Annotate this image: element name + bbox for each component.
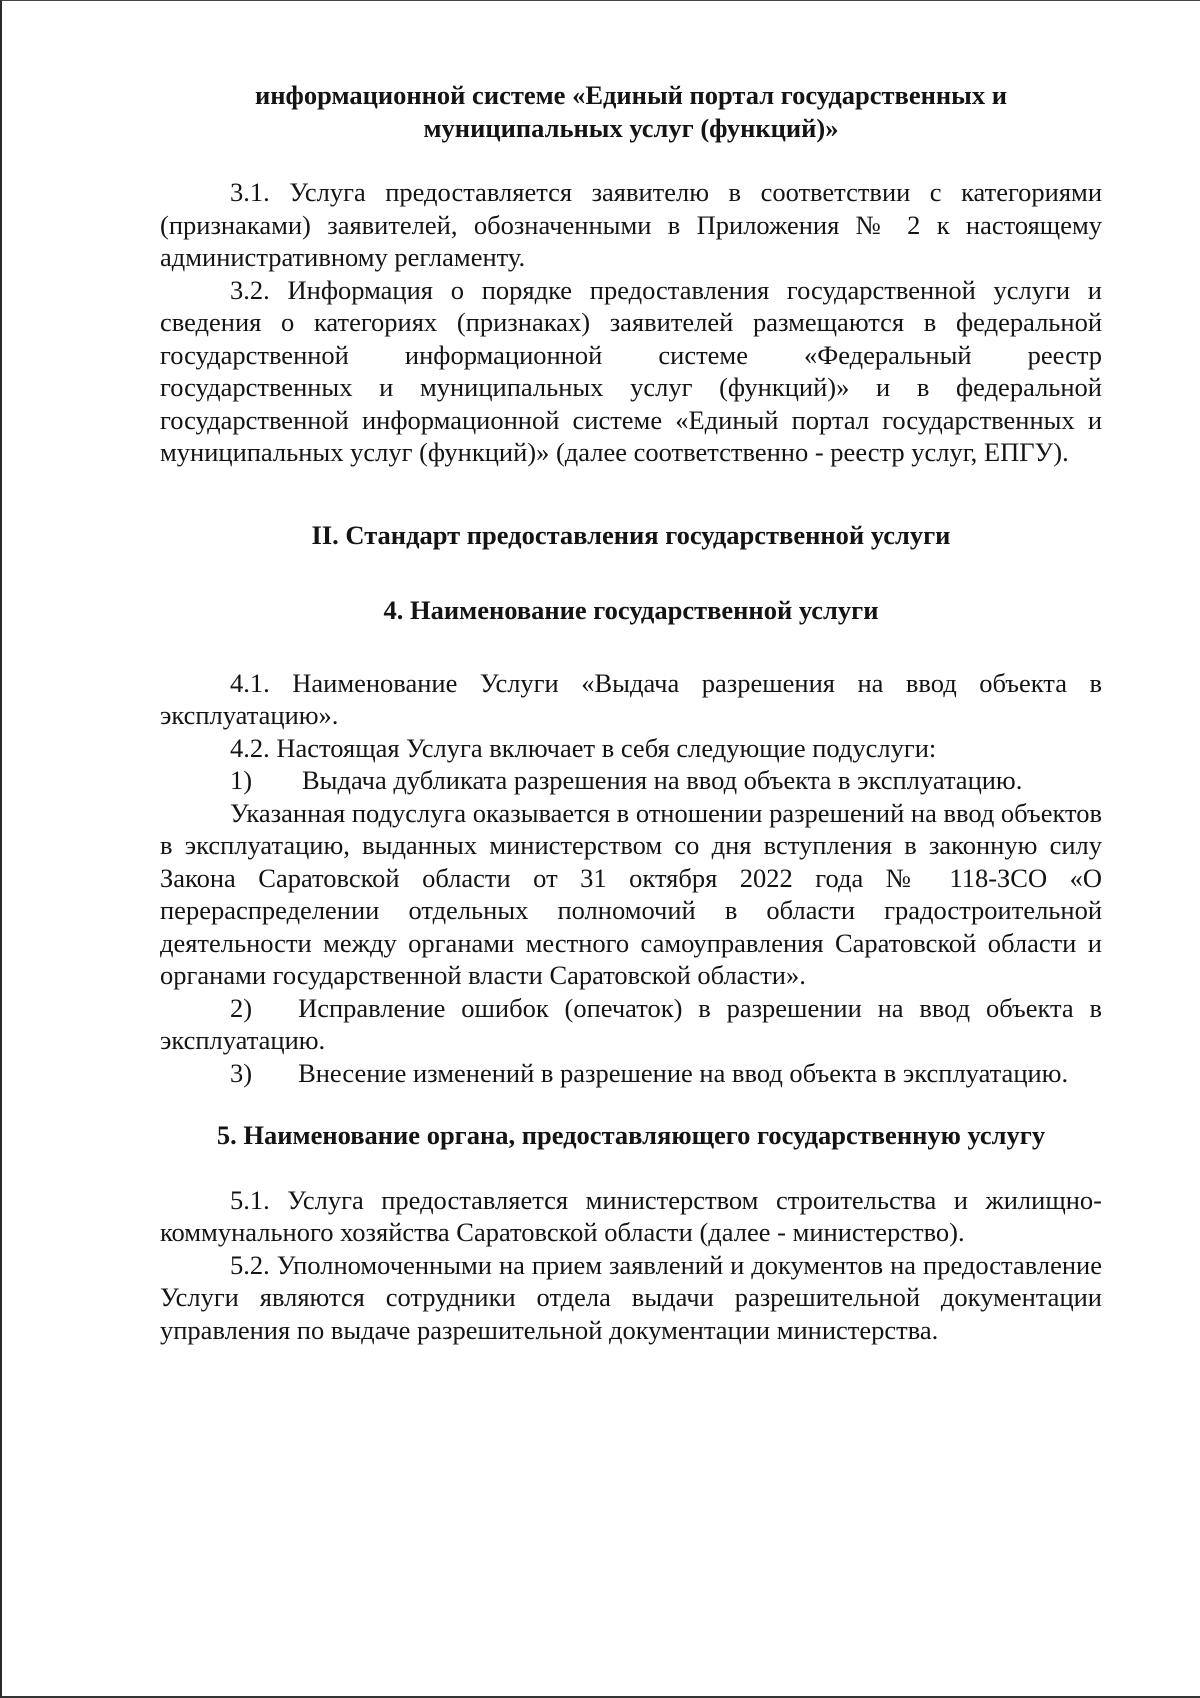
document-body [160, 79, 1102, 1346]
section-5-heading: 5. Наименование органа, предоставляющего государственную услугу [216, 1120, 1046, 1150]
paragraph-4-1: 4.1. Наименование Услуги «Выдача разрешения на ввод объекта в эксплуатацию». [160, 667, 1102, 730]
paragraph-5-2: 5.2. Уполномоченными на прием заявлений и документов на предоставление Услуги являются сотрудники отдела выдачи разрешительной документации управления по выдаче разрешительной документации министерства. [160, 1249, 1102, 1345]
list-item-text: Исправление ошибок (опечаток) в разрешении на ввод объекта в эксплуатацию. [160, 992, 1102, 1055]
paragraph-3-1: 3.1. Услуга предоставляется заявителю в соответствии с категориями (признаками) заявителей, обозначенными в Приложения № 2 к настоящему административному регламенту. [160, 177, 1102, 272]
list-item-text: Выдача дубликата разрешения на ввод объекта в эксплуатацию. [302, 765, 1023, 795]
list-item-number: 2) [230, 992, 253, 1023]
paragraph-3-2: 3.2. Информация о порядке предоставления государственной услуги и сведения о категориях (признаках) заявителей размещаются в федеральной государственной информационной системе «Федеральный реестр государственных и муниципальных услуг (функций)» и в федеральной государственной информационной системе «Единый портал государственных и муниципальных услуг (функций)» (далее соответственно - реестр услуг, ЕПГУ). [160, 274, 1102, 467]
paragraph-subservice-note: Указанная подуслуга оказывается в отношении разрешений на ввод объектов в эксплуатацию, выданных министерством со дня вступления в законную силу Закона Саратовской области от 31 октября 2022 года № 118-ЗСО «О перераспределении отдельных полномочий в области градостроительной деятельности между органами местного самоуправления Саратовской области и органами государственной власти Саратовской области». [160, 797, 1102, 990]
spacer [160, 1089, 1102, 1119]
list-item-number: 3) [230, 1057, 253, 1088]
spacer [160, 551, 1102, 594]
list-item-2 [160, 992, 1102, 1057]
header-title-line-1: информационной системе «Единый портал государственных и [255, 80, 1007, 110]
paragraph-4-2: 4.2. Настоящая Услуга включает в себя следующие подуслуги: [230, 732, 937, 763]
spacer [160, 627, 1102, 667]
part-2-heading: II. Стандарт предоставления государственной услуги [311, 519, 951, 550]
list-item-3 [160, 1057, 1102, 1090]
header-title-line-2: муниципальных услуг (функций)» [423, 112, 839, 143]
spacer [160, 1152, 1102, 1184]
header-title [160, 79, 1102, 144]
paragraph-5-1: 5.1. Услуга предоставляется министерством строительства и жилищно-коммунального хозяйства Саратовской области (далее - министерство). [160, 1184, 1102, 1247]
list-item-1 [160, 764, 1102, 797]
section-4-heading: 4. Наименование государственной услуги [383, 595, 879, 625]
list-item-text: Внесение изменений в разрешение на ввод объекта в эксплуатацию. [298, 1057, 1069, 1088]
list-item-number: 1) [230, 765, 253, 795]
spacer [160, 144, 1102, 176]
spacer [160, 469, 1102, 519]
